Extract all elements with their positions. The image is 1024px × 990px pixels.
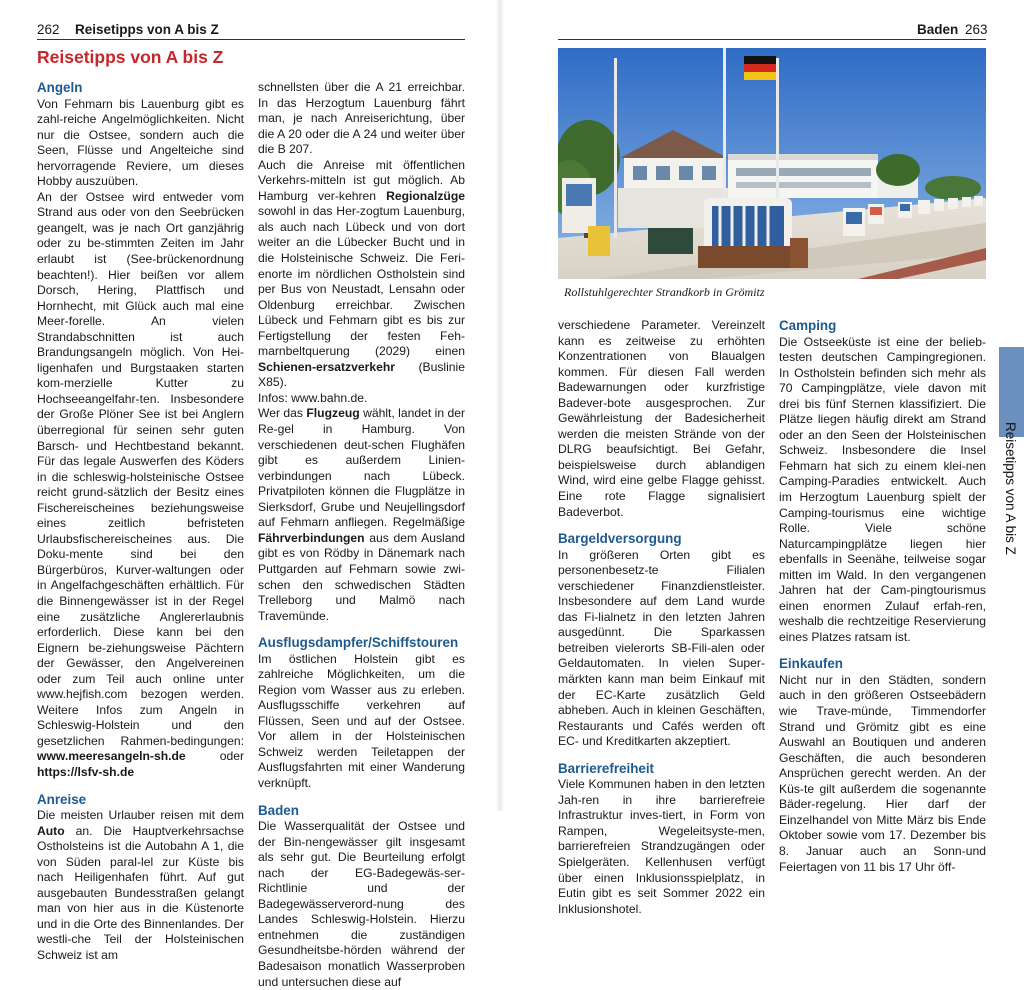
angeln-paragraph-1: Von Fehmarn bis Lauenburg gibt es zahl-reiche Angelmöglichkeiten. Nicht nur die Ostsee, sondern auch die Seen, Flüsse und Angelteiche sind hervorragende Reviere, um dieses Hobby auszuüben.	[37, 96, 244, 189]
heading-baden: Baden	[258, 802, 299, 818]
baden-paragraph-continued: verschiedene Parameter. Vereinzelt kann es zeitweise zu erhöhten Konzentrationen von Blaualgen kommen. Für diesen Fall werden Badewarnungen oder kurzfristige Badever-bote ausgesprochen. Zur Gewährleistung der Badesicherheit werden die meisten Strände von der DLRG beaufsichtigt. Bei Gefahr, beispielsweise durch ablandigen Wind, wird eine gelbe Flagge gehisst. Eine rote Flagge signalisiert Badeverbot.	[558, 318, 765, 519]
heading-angeln: Angeln	[37, 80, 83, 95]
heading-barrierefreiheit: Barrierefreiheit	[558, 760, 655, 776]
right-column-1	[558, 318, 765, 917]
link-lsfv: https://lsfv-sh.de	[37, 765, 135, 780]
left-column-2	[258, 80, 465, 990]
ausflug-paragraph: Im östlichen Holstein gibt es zahlreiche Möglichkeiten, um die Region vom Wasser aus zu erleben. Ausflugsschiffe verkehren auf Flüssen, Seen und auf der Ostsee. Vor allem in der Holsteinischen Schweiz werden Teiletappen der Ausflugsfahrten mit einer Wanderung verknüpft.	[258, 651, 465, 791]
heading-bargeldversorgung: Bargeldversorgung	[558, 531, 682, 547]
bargeld-paragraph: In größeren Orten gibt es personenbesetz-te Filialen verschiedener Finanzdienstleister. Insbesondere auf dem Land wurde das Fi-lialnetz in den letzten Jahren ausgedünnt. Die Sparkassen betreiben vielerorts SB-Fili-alen oder Geldautomaten. In vielen Super-märkten kann man beim Einkauf mit der EC-Karte zusätzlich Geld abheben. Auch in kleinen Geschäften, Restaurants und Cafés werden oft EC- und Kreditkarten akzeptiert.	[558, 547, 765, 749]
baden-paragraph: Die Wasserqualität der Ostsee und der Bin-nengewässer gilt insgesamt als sehr gut. Die Beurteilung erfolgt nach der EG-Badegewäs-ser-Richtlinie und der Badegewässerverord-nung des Landes Schleswig-Holstein. Hierzu entnehmen die zuständigen Gesundheitsbe-hörden während der Badesaison monatlich Wasserproben und untersuchen diese auf	[258, 819, 465, 989]
einkaufen-paragraph: Nicht nur in den Städten, sondern auch in den größeren Ostseebädern wie Trave-münde, Timmendorfer Strand und Grömitz gibt es eine Auswahl an Boutiquen und anderen Geschäften, die auch besonderen Ansprüchen gerecht werden. An der Küs-te gilt außerdem die sogenannte Bäder-regelung. Hier darf der Einzelhandel von Mitte März bis Ende Oktober sowie vom 17. Dezember bis 8. Januar auch an Sonn-und Feiertagen von 11 bis 17 Uhr öff-	[779, 672, 986, 874]
barriere-paragraph: Viele Kommunen haben in den letzten Jah-ren in ihre barrierefreie Infrastruktur inves-tiert, in Form von Rampen, Wegeleitsyste-men, barrierefreien Strandzugängen oder Spielgeräten. Kellenhusen verfügt über einen Inklusionsspielplatz, in Eutin gibt es seit Sommer 2022 ein Inklusionshotel.	[558, 777, 765, 916]
left-page-number: 262	[37, 22, 60, 37]
heading-einkaufen: Einkaufen	[779, 656, 843, 672]
right-running-head: Baden	[917, 22, 959, 37]
right-column-2	[779, 318, 986, 875]
right-page-number: 263	[965, 22, 988, 37]
camping-paragraph: Die Ostseeküste ist eine der beliеb-testen deutschen Campingregionen. In Ostholstein befinden sich mehr als 70 Campingplätze, viele davon mit drei bis fünf Sternen klassifiziert. Die Plätze liegen häufig direkt am Strand oder an den Seen der Holsteinischen Schweiz. Insbesondere die Insel Fehmarn hat sich zu einem klei-nen Camping-Paradies entwickelt. Auch im Herzogtum Lauenburg spielt der Camping-tourismus eine wichtige Rolle. Viele schöne Naturcampingplätze liegen hier ebenfalls in Seenähe, teilweise sogar mitten im Wald. In den vergangenen Jahren hat der Cam-pingtourismus einen enormen Zulauf erfah-ren, weshalb die rechtzeitige Reservierung eines Platzes ratsam ist.	[779, 334, 986, 644]
left-header-rule	[37, 39, 465, 40]
beach-photo	[558, 48, 986, 279]
heading-ausflugsdampfer: Ausflugsdampfer/Schiffstouren	[258, 635, 459, 651]
left-column-1	[37, 80, 244, 964]
right-header-rule	[558, 39, 986, 40]
anreise-infos: Infos: www.bahn.de.	[258, 390, 368, 405]
heading-camping: Camping	[779, 318, 837, 333]
angeln-paragraph-2: An der Ostsee wird entweder vom Strand aus oder von den Seebrücken geangelt, was je nach Ort ganzjährig oder zu be-stimmten Zeiten im Jahr erlaubt ist (See-brückenordnung beachten!). Hier beißen vor allem Dorsch, Hering, Plattfisch und Hornhecht, mit Glück auch mal eine Meer-forelle. An vielen Strandabschnitten ist auch Brandungsangeln möglich. Von Hei-ligenhafen und Burgstaaken starten kom-merzielle Kutter zu Hochseeangelfahr-ten. Insbesondere der Große Plöner See ist bei Anglern überregional für seinen sehr guten Barsch- und Hechtbestand bekannt. Für das legale Auswerfen des Köders in die schleswig-holsteinische Ostsee reicht grund-sätzlich der Besitz eines Fischereischeines beziehungsweise eines zeitlich befristeten Urlaubsfischereischeines aus. Die Doku-mente sind bei den Bürgerbüros, Kurver-waltungen oder in Angelfachgeschäften erhältlich. Für die Binnengewässer ist in der Regel eine zusätzliche Anglererlaubnis erforderlich. Diese kann bei den Eignern be-ziehungsweise Pächtern der Gewässer, den Angelvereinen oder zum Teil auch online unter www.hejfish.com bezogen werden. Weitere Infos zum Angeln in Schleswig-Holstein und den gesetzlichen Rahmen-bedingungen: www.meeresangeln-sh.de oder https://lsfv-sh.de	[37, 189, 244, 780]
anreise-paragraph-1: Die meisten Urlauber reisen mit dem Auto an. Die Hauptverkehrsachse Ostholsteins ist die Autobahn A 1, die von Süden paral-lel zur Küste bis nach Heiligenhafen führt. Auf gut ausgebauten Bundesstraßen gelangt man von hier aus in die Küstenorte und in die Orte des Binnenlandes. Der westli-che Teil der Holsteinischen Schweiz ist am	[37, 808, 244, 962]
anreise-paragraph-3: Auch die Anreise mit öffentlichen Verkehrs-mitteln ist gut möglich. Ab Hamburg ver-kehren Regionalzüge sowohl in das Her-zogtum Lauenburg, als auch nach Lübeck und von dort weiter an die Lübecker Bucht und in die Holsteinische Schweiz. Die Feri-enorte im nördlichen Ostholstein sind per Bus von Neustadt, Lensahn oder Oldenburg erreichbar. Zwischen Lübeck und Fehmarn gibt es bis zur Fertigstellung der festen Feh-marnbeltquerung (2029) einen Schienen-ersatzverkehr (Buslinie X85).	[258, 157, 465, 390]
left-running-head: Reisetipps von A bis Z	[75, 22, 219, 37]
section-title: Reisetipps von A bis Z	[37, 47, 224, 67]
photo-caption: Rollstuhlgerechter Strandkorb in Grömitz	[564, 285, 765, 299]
link-meeresangeln: www.meeresangeln-sh.de	[37, 749, 186, 764]
side-tab-label: Reisetipps von A bis Z	[1003, 422, 1018, 555]
anreise-paragraph-4: Wer das Flugzeug wählt, landet in der Re-gel in Hamburg. Von verschiedenen deut-schen Flughäfen gibt es außerdem Linien-verbindungen nach Lübeck. Privatpiloten können die Flugplätze in Sierksdorf, Grube und Neujellingsdorf auf Fehmarn anfliegen. Regelmäßige Fährverbindungen aus dem Ausland gibt es von Rödby in Dänemark nach Puttgarden auf Fehmarn sowie zwi-schen den schwedischen Städten Trelleborg und Malmö nach Travemünde.	[258, 406, 466, 623]
gutter	[496, 0, 504, 811]
heading-anreise: Anreise	[37, 791, 87, 807]
anreise-paragraph-2: schnellsten über die A 21 erreichbar. In das Herzogtum Lauenburg fährt man, je nach Anreiserichtung, über die A 20 oder die A 24 und weiter über die B 207.	[258, 80, 465, 157]
